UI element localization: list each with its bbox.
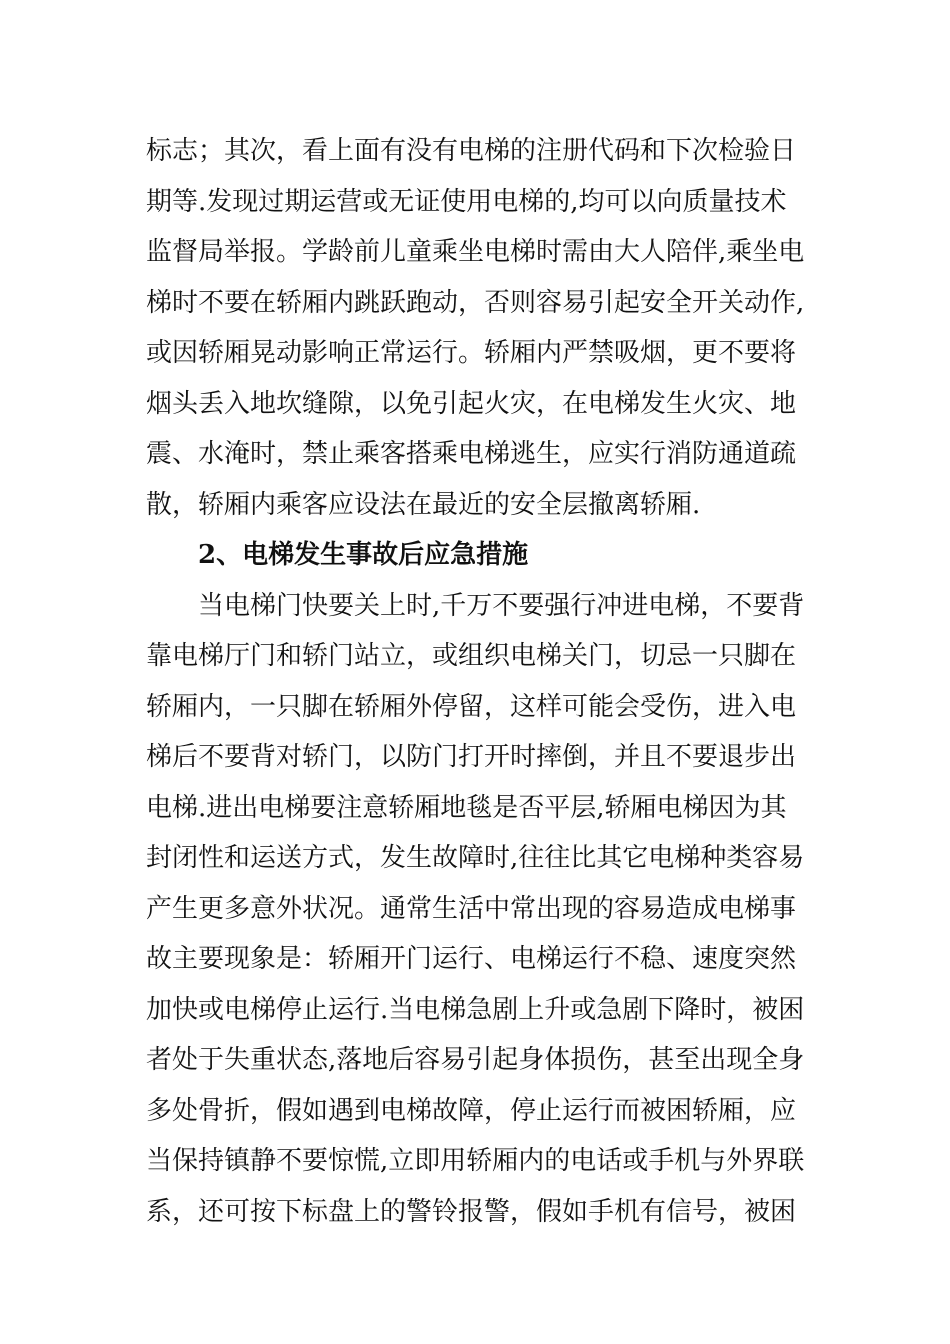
paragraph-line: 梯时不要在轿厢内跳跃跑动，否则容易引起安全开关动作, — [146, 287, 805, 318]
paragraph-line: 当保持镇静不要惊慌,立即用轿厢内的电话或手机与外界联 — [146, 1146, 805, 1176]
paragraph-line: 震、水淹时，禁止乘客搭乘电梯逃生，应实行消防通道疏 — [146, 439, 797, 469]
paragraph-line: 电梯.进出电梯要注意轿厢地毯是否平层,轿厢电梯因为其 — [146, 792, 787, 823]
paragraph-line: 故主要现象是：轿厢开门运行、电梯运行不稳、速度突然 — [146, 944, 797, 974]
paragraph-line: 梯后不要背对轿门，以防门打开时摔倒，并且不要退步出 — [146, 742, 797, 772]
paragraph-line: 封闭性和运送方式，发生故障时,往往比其它电梯种类容易 — [146, 843, 805, 873]
paragraph-line: 散，轿厢内乘客应设法在最近的安全层撤离轿厢. — [146, 489, 701, 520]
document-body — [146, 126, 806, 1237]
paragraph-line: 轿厢内，一只脚在轿厢外停留，这样可能会受伤，进入电 — [146, 691, 797, 722]
paragraph-line: 产生更多意外状况。通常生活中常出现的容易造成电梯事 — [146, 893, 797, 924]
paragraph-line: 当电梯门快要关上时,千万不要强行冲进电梯，不要背 — [198, 590, 805, 621]
section-heading: 2、电梯发生事故后应急措施 — [198, 540, 529, 570]
paragraph-line: 者处于失重状态,落地后容易引起身体损伤，甚至出现全身 — [146, 1045, 805, 1075]
paragraph-line: 监督局举报。学龄前儿童乘坐电梯时需由大人陪伴,乘坐电 — [146, 237, 805, 267]
paragraph-line: 多处骨折，假如遇到电梯故障，停止运行而被困轿厢，应 — [146, 1095, 797, 1126]
paragraph-line: 或因轿厢晃动影响正常运行。轿厢内严禁吸烟，更不要将 — [146, 338, 797, 368]
paragraph-line: 靠电梯厅门和轿门站立，或组织电梯关门，切忌一只脚在 — [146, 641, 797, 671]
paragraph-line: 标志；其次，看上面有没有电梯的注册代码和下次检验日 — [146, 136, 797, 166]
paragraph-line: 系，还可按下标盘上的警铃报警，假如手机有信号，被困 — [146, 1196, 797, 1227]
paragraph-line: 加快或电梯停止运行.当电梯急剧上升或急剧下降时，被困 — [146, 994, 805, 1025]
paragraph-line: 期等.发现过期运营或无证使用电梯的,均可以向质量技术 — [146, 186, 787, 217]
paragraph-line: 烟头丢入地坎缝隙，以免引起火灾，在电梯发生火灾、地 — [146, 388, 797, 419]
